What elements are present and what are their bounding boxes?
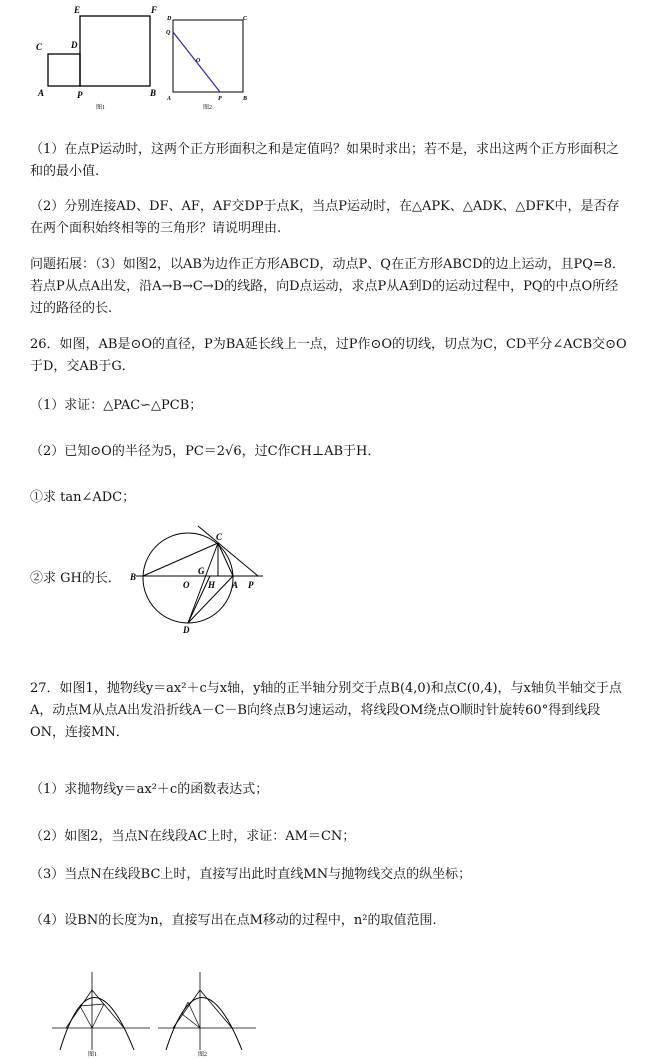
question-27-part4: （4）设BN的长度为n，直接写出在点M移动的过程中，n²的取值范围. <box>30 913 437 928</box>
figure-caption: 图1 <box>96 105 106 111</box>
label-B: B <box>130 572 137 582</box>
label-P: P <box>248 580 254 590</box>
paragraph-part1: （1）在点P运动时，这两个正方形面积之和是定值吗？如果时求出；若不是，求出这两个正方形面积之和的最小值. <box>30 142 620 179</box>
label-A: A <box>232 580 239 590</box>
label-O: O <box>183 580 190 590</box>
question-26-intro: 26．如图，AB是⊙O的直径，P为BA延长线上一点，过P作⊙O的切线，切点为C，CD平分∠ACB交⊙O于D，交AB于G． <box>30 337 627 374</box>
question-27-part1: （1）求抛物线y＝ax²＋c的函数表达式； <box>30 782 269 797</box>
figure-caption: 图2 <box>203 105 213 111</box>
question-26-part2a: ①求 tan∠ADC； <box>30 490 136 505</box>
paragraph-part2: （2）分别连接AD、DF、AF，AF交DP于点K，当点P运动时，在△APK、△ADK、△DFK中，是否存在两个面积始终相等的三角形？请说明理由. <box>30 199 620 236</box>
label-B: B <box>150 88 157 98</box>
label-P: P <box>218 96 222 102</box>
label-O: O <box>196 58 201 64</box>
question-27-intro: 27．如图1，抛物线y＝ax²＋c与x轴，y轴的正半轴分别交于点B(4,0)和点C(0,4)，与x轴负半轴交于点A，动点M从点A出发沿折线A－C－B向终点B匀速运动，将线段OM绕点O顺时针旋转60°得到线段ON，连接MN． <box>30 681 622 740</box>
figure-caption: 图1 <box>88 1052 98 1058</box>
label-C: C <box>216 532 223 542</box>
label-H: H <box>208 580 216 590</box>
label-F: F <box>151 5 158 15</box>
figure-caption: 图2 <box>198 1052 208 1058</box>
paragraph-part3: 问题拓展：（3）如图2，以AB为边作正方形ABCD，动点P、Q在正方形ABCD的边上运动，且PQ=8．若点P从点A出发，沿A→B→C→D的线路，向D点运动，求点P从A到D的运动过程中，PQ的中点O所经过的路径的长. <box>30 257 626 316</box>
label-D: D <box>167 16 172 22</box>
label-P: P <box>77 90 83 100</box>
top-figure-1 <box>30 4 170 114</box>
label-C: C <box>243 16 248 22</box>
parabola-figure-1 <box>52 970 152 1058</box>
label-A: A <box>167 96 172 102</box>
label-G: G <box>198 566 205 576</box>
label-D: D <box>71 40 78 50</box>
question-27-part3: （3）当点N在线段BC上时，直接写出此时直线MN与抛物线交点的纵坐标； <box>30 867 472 882</box>
label-D: D <box>183 625 190 635</box>
top-figure-2 <box>165 12 255 112</box>
question-26-part2: （2）已知⊙O的半径为5，PC＝2√6，过C作CH⊥AB于H． <box>30 444 381 459</box>
label-C: C <box>36 42 43 52</box>
label-B: B <box>243 96 248 102</box>
parabola-figure-2 <box>158 970 258 1058</box>
circle-figure <box>128 518 268 636</box>
label-Q: Q <box>166 30 171 36</box>
label-E: E <box>74 5 81 15</box>
question-26-part2b: ②求 GH的长． <box>30 571 121 586</box>
question-27-part2: （2）如图2，当点N在线段AC上时，求证：AM＝CN； <box>30 829 356 844</box>
question-26-part1: （1）求证：△PAC∽△PCB； <box>30 398 203 413</box>
label-A: A <box>38 88 45 98</box>
